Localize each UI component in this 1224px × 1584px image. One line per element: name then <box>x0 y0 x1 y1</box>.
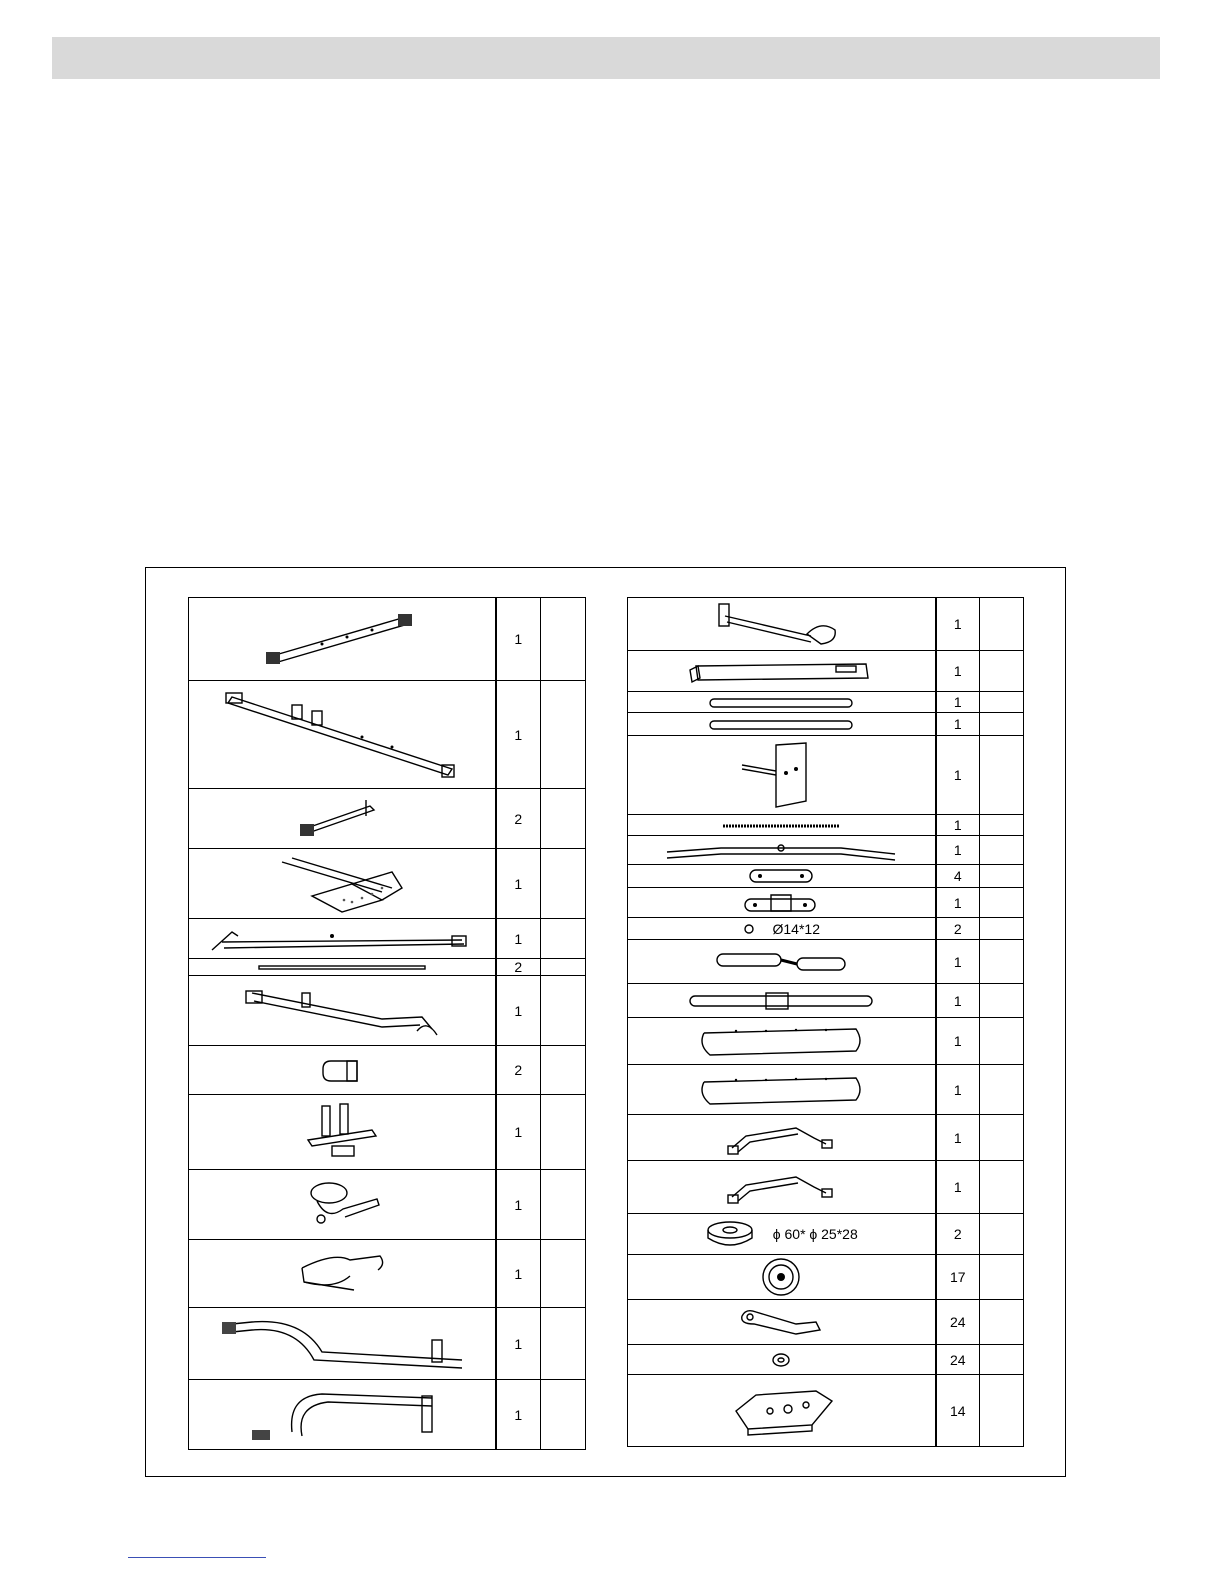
part-extra-cell <box>980 1161 1024 1214</box>
link-plate-icon <box>746 867 816 885</box>
part-extra-cell <box>980 1115 1024 1161</box>
right-handlebar-icon <box>232 1384 452 1446</box>
part-picture-cell <box>628 1065 936 1115</box>
table-row <box>628 1345 1024 1375</box>
pulley-wheel-icon <box>759 1257 803 1297</box>
part-picture-cell <box>189 976 496 1046</box>
part-picture-cell <box>628 1214 936 1255</box>
part-quantity: 1 <box>936 815 980 836</box>
round-bar-icon <box>706 696 856 710</box>
shaft-coupling-icon <box>686 990 876 1012</box>
part-quantity: 1 <box>496 1095 541 1170</box>
part-picture-cell <box>628 940 936 984</box>
cover-half-icon <box>696 1023 866 1059</box>
tie-rod-icon <box>711 948 851 976</box>
part-picture-cell <box>628 1375 936 1447</box>
table-row <box>189 1170 586 1240</box>
table-row <box>189 1380 586 1450</box>
table-row <box>628 736 1024 815</box>
part-extra-cell <box>980 1375 1024 1447</box>
table-row <box>628 984 1024 1018</box>
front-stabilizer-icon <box>252 604 432 674</box>
square-tube-icon <box>686 656 876 686</box>
table-row <box>189 1308 586 1380</box>
seat-holder-icon <box>294 1246 390 1302</box>
part-quantity: 1 <box>496 1170 541 1240</box>
part-quantity: 1 <box>936 1161 980 1214</box>
part-quantity: 1 <box>936 1018 980 1065</box>
part-picture-cell <box>628 865 936 888</box>
rear-stabilizer-icon <box>292 794 392 844</box>
foot-pedal-assembly-icon <box>272 852 412 916</box>
table-row <box>628 1300 1024 1345</box>
table-row <box>628 940 1024 984</box>
table-row <box>189 849 586 919</box>
table-row <box>628 815 1024 836</box>
part-quantity: 17 <box>936 1255 980 1300</box>
part-picture-cell <box>189 789 496 849</box>
lever-arm-icon <box>736 1304 826 1340</box>
part-picture-cell <box>189 1380 496 1450</box>
part-extra-cell <box>541 1308 586 1380</box>
part-extra-cell <box>541 1170 586 1240</box>
part-quantity: 1 <box>496 681 541 789</box>
part-picture-cell <box>628 736 936 815</box>
part-extra-cell <box>980 598 1024 651</box>
part-picture-cell <box>189 1308 496 1380</box>
part-picture-cell <box>189 959 496 976</box>
part-quantity: 2 <box>496 959 541 976</box>
part-quantity: 24 <box>936 1345 980 1375</box>
table-row <box>628 918 1024 940</box>
u-bracket-icon <box>726 1118 836 1158</box>
part-extra-cell <box>980 815 1024 836</box>
part-quantity: 1 <box>936 651 980 692</box>
part-extra-cell <box>980 1214 1024 1255</box>
part-picture-cell <box>628 1115 936 1161</box>
table-row <box>628 1375 1024 1447</box>
part-quantity: 4 <box>936 865 980 888</box>
part-picture-cell <box>189 1170 496 1240</box>
mounting-plate-icon <box>736 739 826 811</box>
part-extra-cell <box>980 984 1024 1018</box>
base-plate-icon <box>726 1383 836 1439</box>
part-extra-cell <box>541 1380 586 1450</box>
part-quantity: 1 <box>936 1065 980 1115</box>
table-row <box>189 789 586 849</box>
part-extra-cell <box>541 681 586 789</box>
table-row <box>189 598 586 681</box>
threaded-rod-icon <box>721 821 841 831</box>
part-quantity: 2 <box>936 918 980 940</box>
part-picture-cell <box>628 598 936 651</box>
part-quantity: 1 <box>496 919 541 959</box>
part-picture-cell <box>189 1240 496 1308</box>
part-extra-cell <box>541 789 586 849</box>
table-row <box>189 1046 586 1095</box>
part-quantity: 1 <box>936 984 980 1018</box>
part-extra-cell <box>980 888 1024 918</box>
part-extra-cell <box>980 651 1024 692</box>
part-extra-cell <box>541 1240 586 1308</box>
table-row <box>628 713 1024 736</box>
table-row <box>628 888 1024 918</box>
table-row <box>189 919 586 959</box>
part-picture-cell <box>628 1161 936 1214</box>
table-row <box>628 836 1024 865</box>
table-row <box>189 959 586 976</box>
part-quantity: 14 <box>936 1375 980 1447</box>
part-dimension-label: Ø14*12 <box>772 921 820 938</box>
long-axle-icon <box>661 838 901 862</box>
cover-half-icon <box>696 1072 866 1108</box>
table-row <box>189 976 586 1046</box>
part-picture-cell <box>189 849 496 919</box>
part-picture-cell <box>628 1300 936 1345</box>
table-row <box>628 1115 1024 1161</box>
part-quantity: 1 <box>936 940 980 984</box>
double-link-icon <box>741 891 821 915</box>
part-picture-cell <box>628 888 936 918</box>
part-picture-cell <box>628 1255 936 1300</box>
part-extra-cell <box>980 1255 1024 1300</box>
part-extra-cell <box>541 959 586 976</box>
part-picture-cell <box>189 598 496 681</box>
part-quantity: 1 <box>496 598 541 681</box>
part-quantity: 1 <box>936 888 980 918</box>
part-quantity: 1 <box>936 736 980 815</box>
part-dimension-label: ϕ 60* ϕ 25*28 <box>772 1226 858 1242</box>
parts-table-left <box>188 597 586 1450</box>
part-quantity: 1 <box>936 1115 980 1161</box>
table-row <box>628 1255 1024 1300</box>
part-extra-cell <box>980 1018 1024 1065</box>
table-row <box>189 1240 586 1308</box>
part-extra-cell <box>541 598 586 681</box>
part-picture-cell <box>189 919 496 959</box>
table-row <box>628 1214 1024 1255</box>
part-quantity: 1 <box>936 598 980 651</box>
part-extra-cell <box>980 692 1024 713</box>
part-picture-cell <box>628 984 936 1018</box>
part-quantity: 1 <box>936 692 980 713</box>
part-picture-cell <box>628 1018 936 1065</box>
part-extra-cell <box>980 1065 1024 1115</box>
part-extra-cell <box>980 836 1024 865</box>
part-extra-cell <box>541 976 586 1046</box>
table-row <box>189 1095 586 1170</box>
part-quantity: 24 <box>936 1300 980 1345</box>
table-row <box>628 692 1024 713</box>
part-picture-cell <box>628 1345 936 1375</box>
part-extra-cell <box>980 865 1024 888</box>
part-picture-cell <box>628 692 936 713</box>
part-picture-cell <box>628 815 936 836</box>
washer-icon <box>705 1218 755 1250</box>
part-extra-cell <box>980 736 1024 815</box>
round-bar-icon <box>706 718 856 732</box>
part-quantity: 1 <box>496 849 541 919</box>
part-quantity: 1 <box>496 1308 541 1380</box>
footer-link-underline <box>128 1557 266 1558</box>
part-quantity: 1 <box>936 713 980 736</box>
part-quantity: 1 <box>496 976 541 1046</box>
table-row <box>628 1018 1024 1065</box>
nut-icon <box>743 923 755 935</box>
pedal-rail-icon <box>202 922 482 956</box>
part-quantity: 2 <box>496 1046 541 1095</box>
main-frame-icon <box>212 685 472 785</box>
crank-arm-icon <box>232 979 452 1043</box>
upright-bracket-icon <box>302 1100 382 1164</box>
part-quantity: 2 <box>936 1214 980 1255</box>
part-extra-cell <box>541 919 586 959</box>
table-row <box>189 681 586 789</box>
u-bracket-icon <box>726 1167 836 1207</box>
part-extra-cell <box>980 713 1024 736</box>
part-picture-cell <box>189 1095 496 1170</box>
part-picture-cell <box>628 836 936 865</box>
table-row <box>628 598 1024 651</box>
part-extra-cell <box>541 1095 586 1170</box>
header-bar <box>52 37 1160 79</box>
connecting-arm-icon <box>711 600 851 648</box>
part-picture-cell <box>628 918 936 940</box>
part-extra-cell <box>980 918 1024 940</box>
table-row <box>628 1161 1024 1214</box>
part-extra-cell <box>541 1046 586 1095</box>
left-handlebar-icon <box>212 1312 472 1376</box>
part-quantity: 1 <box>496 1240 541 1308</box>
part-extra-cell <box>541 849 586 919</box>
part-quantity: 1 <box>496 1380 541 1450</box>
table-row <box>628 1065 1024 1115</box>
parts-table-right <box>627 597 1024 1447</box>
bracket-clip-icon <box>317 1053 367 1087</box>
part-picture-cell <box>628 651 936 692</box>
small-ring-icon <box>771 1352 791 1368</box>
part-picture-cell <box>628 713 936 736</box>
seat-clamp-icon <box>297 1175 387 1235</box>
part-picture-cell <box>189 681 496 789</box>
thin-rod-icon <box>257 964 427 972</box>
table-row <box>628 651 1024 692</box>
table-row <box>628 865 1024 888</box>
part-quantity: 2 <box>496 789 541 849</box>
part-picture-cell <box>189 1046 496 1095</box>
part-extra-cell <box>980 1300 1024 1345</box>
part-extra-cell <box>980 1345 1024 1375</box>
part-quantity: 1 <box>936 836 980 865</box>
part-extra-cell <box>980 940 1024 984</box>
